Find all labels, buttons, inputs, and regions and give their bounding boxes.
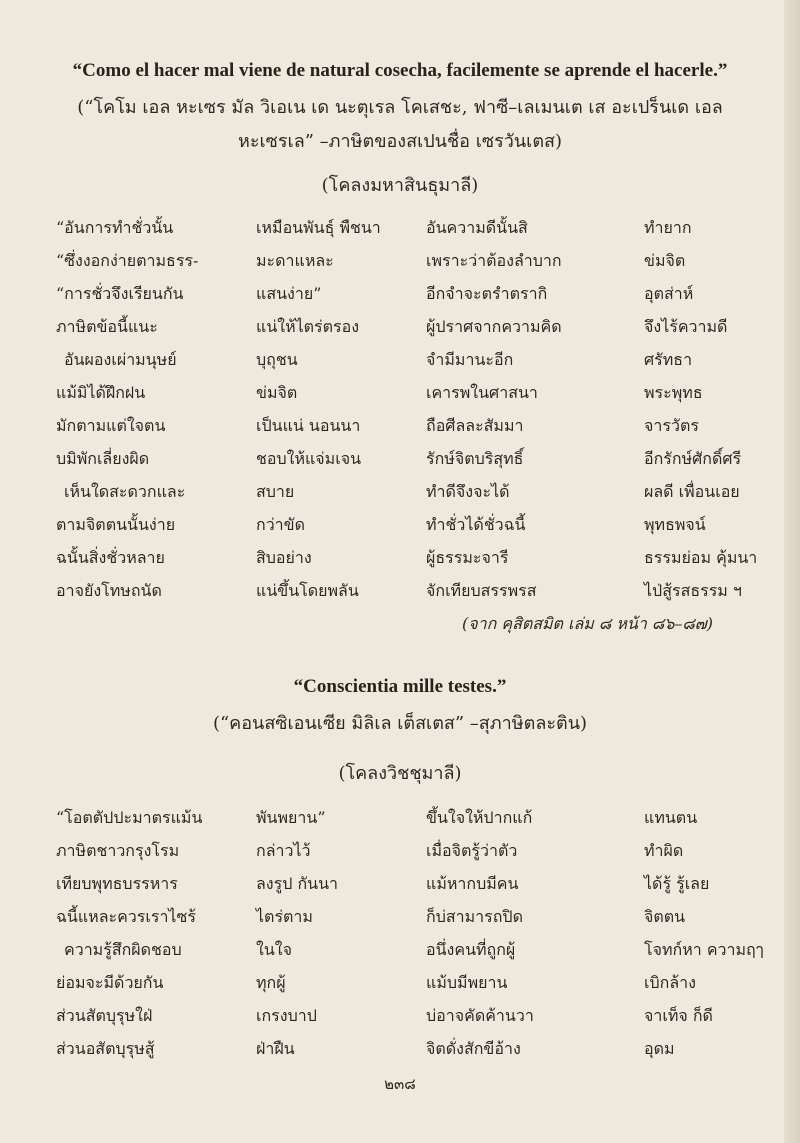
verse-cell: บุถุชน [256,350,298,369]
verse-cell: ศรัทธา [644,350,693,369]
latin-transliteration: (“คอนสซิเอนเซีย มิลิเล เต็สเตส” –สุภาษิตละติน) [212,713,588,734]
verse-cell: แน่ให้ไตร่ตรอง [256,317,360,336]
verse-cell: ผู้ธรรมะจารี [426,548,509,567]
poem2-form-title: (โคลงวิชชุมาลี) [338,763,462,784]
verse-cell: รักษ์จิตบริสุทธิ์ [426,449,524,468]
verse-cell: ผู้ปราศจากความคิด [426,317,562,336]
verse-cell: อันผองเผ่ามนุษย์ [64,350,177,369]
verse-cell: เป็นแน่ นอนนา [256,416,361,435]
verse-row [56,833,776,866]
verse-cell: ผลดี เพื่อนเอย [644,482,740,501]
verse-cell: จิตดั่งสักขีอ้าง [426,1039,521,1058]
verse-cell: แม้มิได้ฝึกฝน [56,383,146,402]
verse-cell: เพราะว่าต้องลำบาก [426,251,562,270]
verse-cell: ได้รู้ รู้เลย [644,874,710,893]
verse-row [56,276,776,309]
verse-cell: “ซึ่งงอกง่ายตามธรร- [56,251,199,270]
verse-cell: จึงไร้ความดี [644,317,728,336]
verse-cell: เทียบพุทธบรรหาร [56,874,178,893]
verse-cell: ทำยาก [644,218,692,237]
verse-cell: “อันการทำชั่วนั้น [56,218,174,237]
verse-cell: มะดาแหละ [256,251,334,270]
verse-cell: จาเท็จ ก็ดี [644,1006,713,1025]
verse-row [56,342,776,375]
verse-cell: ทำดีจึงจะได้ [426,482,510,501]
verse-row [56,800,776,833]
spanish-transliteration-line2: หะเซรเล” –ภาษิตของสเปนชื่อ เซรวันเตส) [237,131,563,152]
verse-cell: ฝ่าฝืน [256,1039,295,1058]
verse-row [56,507,776,540]
verse-cell: ธรรมย่อม คุ้มนา [644,548,758,567]
verse-cell: ย่อมจะมีด้วยกัน [56,973,164,992]
verse-cell: ข่มจิต [644,251,686,270]
verse-cell: อันความดีนั้นสิ [426,218,528,237]
spanish-proverb-heading: “Como el hacer mal viene de natural cosecha, facilemente se aprende el hacerle.” [72,60,728,81]
verse-cell: ไป่สู้รสธรรม ฯ [644,581,742,600]
verse-cell: เกรงบาป [256,1006,317,1025]
verse-cell: สิบอย่าง [256,548,312,567]
verse-cell: ทำผิด [644,841,684,860]
verse-cell: มักตามแต่ใจตน [56,416,166,435]
verse-cell: เหมือนพันธุ์ พืชนา [256,218,381,237]
verse-row [56,309,776,342]
verse-row [56,573,776,606]
verse-row [56,998,776,1031]
verse-cell: โจทก์หา ความฤๅ [644,940,764,959]
poem2 [56,800,776,1064]
verse-cell: อนึ่งคนที่ถูกผู้ [426,940,516,959]
page-number: ๒๓๘ [384,1075,416,1093]
verse-cell: ภาษิตชาวกรุงโรม [56,841,180,860]
verse-cell: ก็บ่สามารถปิด [426,907,523,926]
verse-row [56,932,776,965]
verse-cell: ฉนั้นสิ่งชั่วหลาย [56,548,165,567]
verse-cell: พระพุทธ [644,383,703,402]
verse-cell: พุทธพจน์ [644,515,706,534]
verse-cell: แทนตน [644,808,698,827]
verse-cell: ชอบให้แจ่มเจน [256,449,361,468]
verse-cell: จิตตน [644,907,686,926]
verse-cell: พันพยาน” [256,808,326,827]
verse-cell: ส่วนอสัตบุรุษสู้ [56,1039,155,1058]
verse-row [56,375,776,408]
verse-cell: บมิพักเลี่ยงผิด [56,449,150,468]
verse-cell: ไตร่ตาม [256,907,313,926]
spanish-transliteration-line1: (“โคโม เอล หะเซร มัล วิเอเน เด นะตุเรล โคเสชะ, ฟาซี–เลเมนเต เส อะเปร็นเด เอล [77,97,723,118]
verse-row [56,965,776,998]
verse-cell: ข่มจิต [256,383,298,402]
verse-cell: ภาษิตข้อนี้แนะ [56,317,158,336]
verse-row [56,1031,776,1064]
verse-cell: ฉนี้แหละควรเราไซร้ [56,907,196,926]
verse-cell: อีกจำจะตรำตรากิ [426,284,548,303]
verse-cell: แน่ขึ้นโดยพลัน [256,581,359,600]
verse-row [56,540,776,573]
verse-cell: แม้บมีพยาน [426,973,508,992]
verse-row [56,899,776,932]
verse-cell: ขึ้นใจให้ปากแก้ [426,808,533,827]
verse-cell: แม้หากบมีคน [426,874,519,893]
verse-cell: “การชั่วจึงเรียนกัน [56,284,184,303]
verse-cell: “โอตตัปปะมาตรแม้น [56,808,203,827]
verse-row [56,408,776,441]
verse-cell: อุตส่าห์ [644,284,694,303]
verse-cell: เมื่อจิตรู้ว่าตัว [426,841,518,860]
verse-cell: เคารพในศาสนา [426,383,538,402]
verse-row [56,441,776,474]
latin-proverb-heading: “Conscientia mille testes.” [293,676,507,697]
verse-cell: อาจยังโทษถนัด [56,581,162,600]
verse-cell: บ่อาจคัดค้านวา [426,1006,534,1025]
verse-row [56,210,776,243]
poem1 [56,210,776,606]
source-citation: (จาก คุสิตสมิต เล่ม ๘ หน้า ๘๖–๘๗) [462,614,714,633]
verse-cell: สบาย [256,482,295,501]
verse-cell: ถือศีลละสัมมา [426,416,524,435]
verse-cell: ลงรูป กันนา [256,874,338,893]
verse-row [56,866,776,899]
verse-row [56,474,776,507]
verse-cell: อุดม [644,1039,675,1058]
verse-cell: ทำชั่วได้ชั่วฉนี้ [426,515,526,534]
verse-cell: จารวัตร [644,416,699,435]
verse-cell: จักเทียบสรรพรส [426,581,537,600]
verse-cell: ส่วนสัตบุรุษใฝ่ [56,1006,153,1025]
verse-cell: ในใจ [256,940,292,959]
verse-cell: กว่าขัด [256,515,305,534]
verse-row [56,243,776,276]
verse-cell: ทุกผู้ [256,973,286,992]
verse-cell: ความรู้สึกผิดชอบ [64,940,182,959]
poem1-form-title: (โคลงมหาสินธุมาลี) [321,175,479,196]
verse-cell: เห็นใดสะดวกและ [64,482,186,501]
verse-cell: แสนง่าย” [256,284,322,303]
verse-cell: ตามจิตตนนั้นง่าย [56,515,176,534]
verse-cell: จำมีมานะอีก [426,350,514,369]
verse-cell: กล่าวไว้ [256,841,311,860]
verse-cell: เบิกล้าง [644,973,696,992]
verse-cell: อีกรักษ์ศักดิ์ศรี [644,449,742,468]
